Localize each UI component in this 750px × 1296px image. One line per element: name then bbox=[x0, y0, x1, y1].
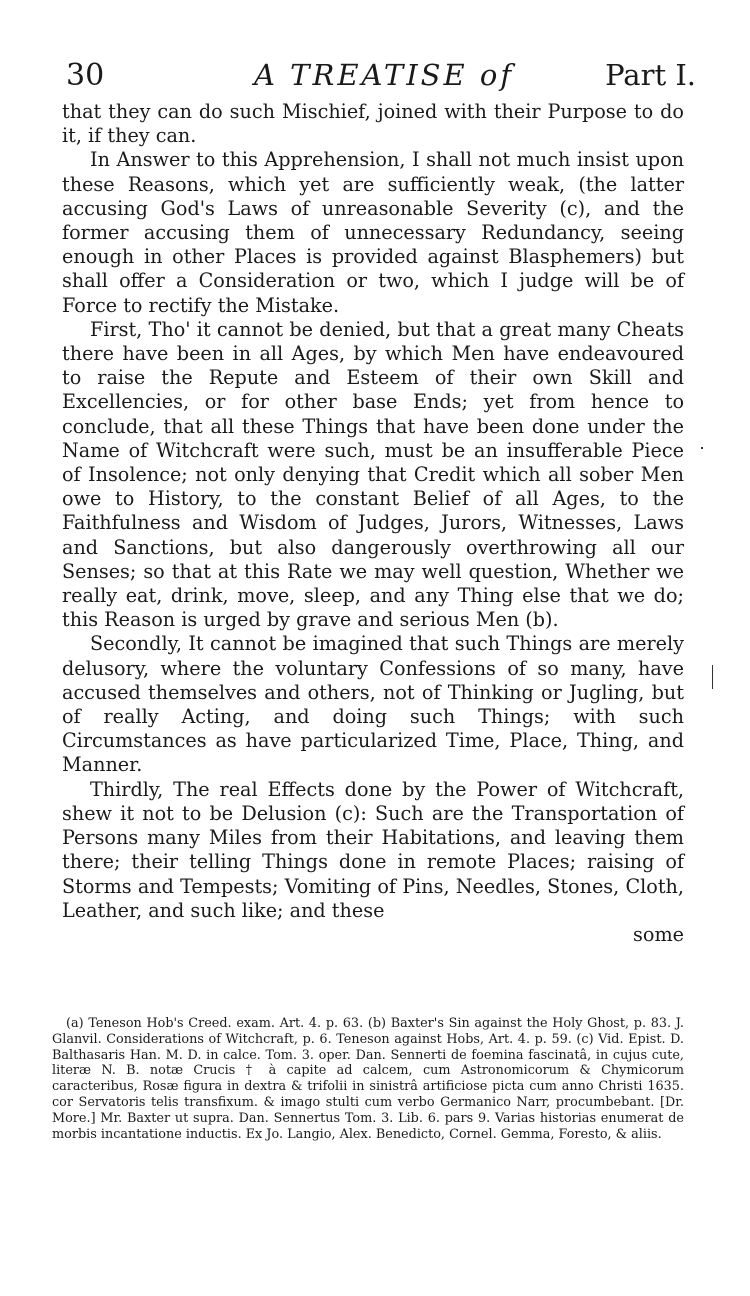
paragraph-answer: In Answer to this Apprehension, I shall not much insist upon these Reasons, which yet are sufficiently weak, (the latter accusing God's Laws of unreasonable Severity (c), and the former accusing them of unnecessary Redundancy, seeing enough in other Places is provided against Blasphemers) but shall offer a Consideration or two, which I judge will be of Force to rectify the Mistake. bbox=[62, 148, 684, 317]
page-number: 30 bbox=[66, 58, 105, 93]
footnotes bbox=[52, 1016, 684, 1142]
paragraph-continued: that they can do such Mischief, joined with their Purpose to do it, if they can. bbox=[62, 100, 684, 148]
margin-speck bbox=[701, 447, 703, 449]
paragraph-first: First, Tho' it cannot be denied, but that a great many Cheats there have been in all Ages, by which Men have endeavoured to raise the Repute and Esteem of their own Skill and Excellencies, or for other base Ends; yet from hence to conclude, that all these Things that have been done under the Name of Witchcraft were such, must be an insufferable Piece of Insolence; not only denying that Credit which all sober Men owe to History, to the constant Belief of all Ages, to the Faithfulness and Wisdom of Judges, Jurors, Witnesses, Laws and Sanctions, but also dangerously overthrowing all our Senses; so that at this Rate we may well question, Whether we really eat, drink, move, sleep, and any Thing else that we do; this Reason is urged by grave and serious Men (b). bbox=[62, 317, 684, 632]
catchword: some bbox=[633, 922, 684, 946]
main-text bbox=[62, 100, 684, 947]
footnote-text: (a) Teneson Hob's Creed. exam. Art. 4. p. 63. (b) Baxter's Sin against the Holy Ghost, p. 83. J. Glanvil. Considerations of Witchcraft, p. 6. Teneson against Hobs, Art. 4. p. 59. (c) Vid. Epist. D. Balthasaris Han. M. D. in calce. Tom. 3. oper. Dan. Sennerti de foemina fascinatâ, in cujus cute, literæ N. B. notæ Crucis † à capite ad calcem, cum Astronomicorum & Chymicorum caracteribus, Rosæ figura in dextra & trifolii in sinistrâ artificiose picta cum anno Christi 1635. cor Servatoris telis transfixum. & imago stulti cum verbo Germanico Narr, procumbebant. [Dr. More.] Mr. Baxter ut supra. Dan. Sennertus Tom. 3. Lib. 6. pars 9. Varias historias enumerat de morbis incantatione inductis. Ex Jo. Langio, Alex. Benedicto, Cornel. Gemma, Foresto, & aliis. bbox=[52, 1016, 684, 1142]
running-title: A TREATISE of bbox=[254, 58, 515, 92]
running-header bbox=[66, 58, 696, 98]
paragraph-thirdly: Thirdly, The real Effects done by the Power of Witchcraft, shew it not to be Delusion (c): Such are the Transportation of Persons many Miles from their Habitations, and leaving them there; their telling Things done in remote Places; raising of Storms and Tempests; Vomiting of Pins, Needles, Stones, Cloth, Leather, and such like; and these bbox=[62, 777, 684, 922]
part-label: Part I. bbox=[605, 58, 696, 92]
paragraph-secondly: Secondly, It cannot be imagined that such Things are merely delusory, where the voluntary Confessions of so many, have accused themselves and others, not of Thinking or Jugling, but of really Acting, and doing such Things; with such Circumstances as have particularized Time, Place, Thing, and Manner. bbox=[62, 632, 684, 777]
margin-speck bbox=[712, 665, 713, 689]
